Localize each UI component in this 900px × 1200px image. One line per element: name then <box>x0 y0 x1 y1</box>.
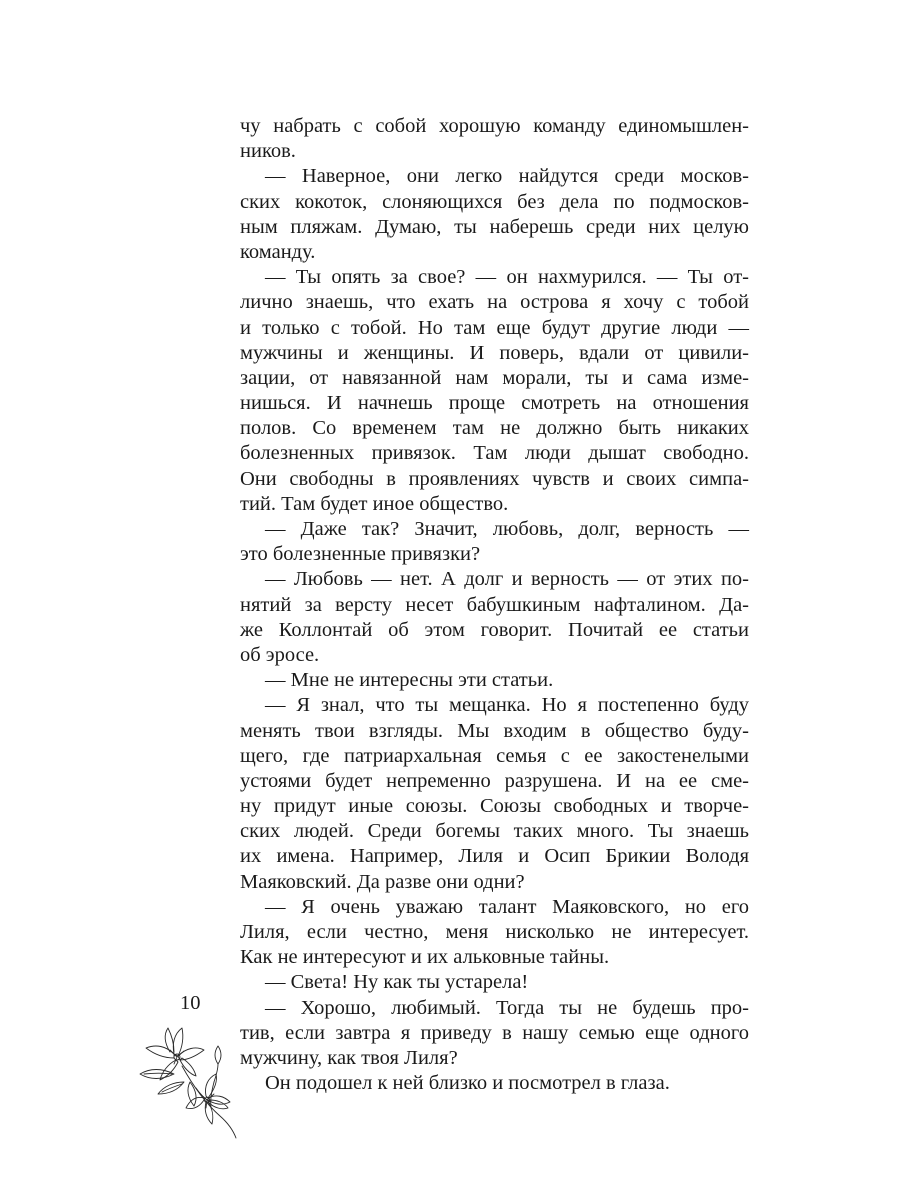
text-line: Маяковский. Да разве они одни? <box>240 870 525 893</box>
body-text <box>240 114 749 1096</box>
page-number: 10 <box>180 992 201 1014</box>
text-line: зации, от навязанной нам морали, ты и сама изме- <box>240 366 749 389</box>
text-line: — Ты опять за свое? — он нахмурился. — Ты от- <box>265 266 749 289</box>
text-line: нятий за версту несет бабушкиным нафталином. Да- <box>240 593 749 616</box>
text-line: Лиля, если честно, меня нисколько не интересует. <box>240 921 749 943</box>
text-line: ным пляжам. Думаю, ты наберешь среди них целую <box>240 215 749 238</box>
text-line: — Я знал, что ты мещанка. Но я постепенно буду <box>265 694 749 717</box>
text-line: Он подошел к ней близко и посмотрел в глаза. <box>265 1072 670 1095</box>
text-line: болезненных привязок. Там люди дышат свободно. <box>240 442 749 465</box>
text-line: тив, если завтра я приведу в нашу семью еще одного <box>240 1021 749 1044</box>
text-line: ских людей. Среди богемы таких много. Ты знаешь <box>240 820 749 843</box>
text-line: ских кокоток, слоняющихся без дела по подмосков- <box>240 190 749 213</box>
text-line: тий. Там будет иное общество. <box>240 492 509 515</box>
text-line: это болезненные привязки? <box>240 543 481 566</box>
text-line: лично знаешь, что ехать на острова я хочу с тобой <box>240 291 749 314</box>
text-line: — Хорошо, любимый. Тогда ты не будешь про- <box>265 996 749 1019</box>
text-line: чу набрать с собой хорошую команду единомышлен- <box>240 115 749 137</box>
flower-ornament-icon <box>134 1024 246 1142</box>
text-line: — Наверное, они легко найдутся среди москов- <box>265 165 749 188</box>
text-line: — Даже так? Значит, любовь, долг, верность — <box>265 518 749 540</box>
text-line: Как не интересуют и их альковные тайны. <box>240 946 610 969</box>
text-line: же Коллонтай об этом говорит. Почитай ее статьи <box>240 618 749 641</box>
text-line: устоями будет непременно разрушена. И на ее сме- <box>240 769 749 792</box>
text-line: — Я очень уважаю талант Маяковского, но его <box>265 895 749 918</box>
text-line: Они свободны в проявлениях чувств и своих симпа- <box>240 467 749 490</box>
text-line: мужчину, как твоя Лиля? <box>240 1046 458 1069</box>
text-line: щего, где патриархальная семья с ее закостенелыми <box>240 744 749 767</box>
text-line: — Света! Ну как ты устарела! <box>265 971 529 994</box>
text-line: мужчины и женщины. И поверь, вдали от цивили- <box>240 341 749 364</box>
text-line: команду. <box>240 240 316 263</box>
text-line: нишься. И начнешь проще смотреть на отношения <box>240 392 749 415</box>
text-line: об эросе. <box>240 643 320 666</box>
text-line: полов. Со временем там не должно быть никаких <box>240 417 749 440</box>
text-line: — Мне не интересны эти статьи. <box>265 669 554 692</box>
text-line: и только с тобой. Но там еще будут другие люди — <box>240 316 749 339</box>
text-line: ну придут иные союзы. Союзы свободных и творче- <box>240 795 749 818</box>
text-line: их имена. Например, Лиля и Осип Брикии Володя <box>240 845 749 868</box>
text-line: — Любовь — нет. А долг и верность — от этих по- <box>265 568 749 591</box>
text-line: ников. <box>240 140 296 163</box>
text-line: менять твои взгляды. Мы входим в общество буду- <box>240 719 749 742</box>
